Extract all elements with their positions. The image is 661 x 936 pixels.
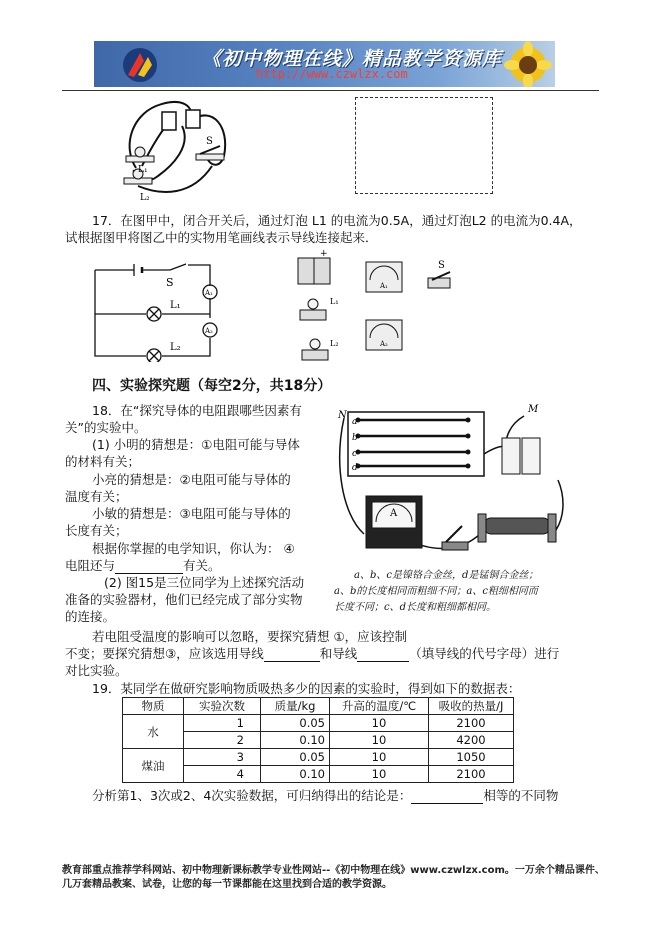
fig-label-l1: L₁ [138,165,148,175]
table-cell: 3 [184,749,261,766]
q18-line: 关”的实验中。 [65,420,147,435]
wire-label-d: d [352,463,358,473]
table-header: 物质 [123,698,184,715]
circuit-label-a1: A₁ [205,289,213,297]
table-cell: 10 [330,732,429,749]
answer-blank[interactable] [264,647,320,662]
table-cell: 0.05 [261,715,330,732]
q18-line: 温度有关； [65,489,128,504]
table-header: 吸收的热量/J [429,698,514,715]
table-cell: 0.05 [261,749,330,766]
answer-blank[interactable] [357,647,409,662]
q18-line: 的连接。 [65,609,116,624]
circuit-label-l1: L₁ [170,300,181,311]
header-rule [62,90,599,91]
q18-line: (2) 图15是三位同学为上述探究活动 [104,575,305,590]
components-figure [290,250,470,368]
answer-blank[interactable] [411,789,483,804]
table-cell: 4200 [429,732,514,749]
q18-line: 小亮的猜想是：②电阻可能与导体的 [92,472,291,487]
table-cell: 0.10 [261,766,330,783]
label-m: M [528,404,539,415]
wire-label-c: c [352,449,358,459]
parts-label-l1: L₁ [330,297,339,306]
footer-line2: 几万套精品教案、试卷，让您的每一节课都能在这里找到合适的教学资源。 [62,879,392,890]
parts-label-a1: A₁ [380,282,388,290]
header-banner [94,41,555,87]
fig-label-l2: L₂ [140,193,150,203]
wire-label-b: b [352,433,358,443]
svg-text:+: + [320,250,328,259]
answer-box[interactable] [355,97,493,194]
table-header: 实验次数 [184,698,261,715]
footer-line1: 教育部重点推荐学科网站、初中物理新课标教学专业性网站--《初中物理在线》www.czwlzx.com。一万余个精品课件、 [62,865,605,876]
figure-physical-circuit [112,96,238,204]
table-cell: 10 [330,715,429,732]
q17-line2: 试根据图甲将图乙中的实物用笔画线表示导线连接起来． [65,230,378,245]
q19-table [122,697,514,783]
table-cell: 4 [184,766,261,783]
parts-label-s: S [438,260,445,271]
q18-line: 对比实验。 [65,663,128,678]
table-cell: 2100 [429,766,514,783]
fig-label-s: S [206,136,213,147]
q18-line: 长度有关； [65,523,128,538]
circuit-label-s: S [166,276,174,289]
table-row [123,749,514,766]
caption-line: 长度不同；c、d长度和粗细都相同。 [334,602,497,613]
banner-url[interactable]: http://www.czwlzx.com [256,67,408,81]
banner-title: 《初中物理在线》精品教学资源库 [202,48,503,70]
experiment-figure [334,404,570,564]
table-cell: 水 [123,715,184,749]
circuit-diagram [90,262,224,362]
q19-analysis: 分析第1、3次或2、4次实验数据，可归纳得出的结论是： 相等的不同物 [92,788,559,803]
caption-line: a、b、c是镍铬合金丝，d是锰铜合金丝； [354,570,539,581]
q17-line1: 17．在图甲中，闭合开关后，通过灯泡 L1 的电流为0.5A，通过灯泡L2 的电流为0.4A， [92,213,582,228]
circuit-label-a2: A₂ [205,327,213,335]
meter-label: A [390,508,398,519]
table-cell: 1050 [429,749,514,766]
table-cell: 2 [184,732,261,749]
table-cell: 1 [184,715,261,732]
table-cell: 煤油 [123,749,184,783]
table-header: 质量/kg [261,698,330,715]
q18-line-blank: 电阻还与 有关。 [65,558,221,573]
logo-icon [120,45,160,85]
table-header: 升高的温度/℃ [330,698,429,715]
q18-line-blanks: 不变；要探究猜想③，应该选用导线 和导线 （填导线的代号字母）进行 [65,646,560,661]
figure-caption [334,568,538,616]
parts-label-a2: A₂ [380,340,388,348]
q18-line: 若电阻受温度的影响可以忽略，要探究猜想 ①，应该控制 [92,629,408,644]
label-n: N [338,410,347,421]
q18-line: 的材料有关； [65,454,141,469]
table-cell: 2100 [429,715,514,732]
q19-intro: 19．某同学在做研究影响物质吸热多少的因素的实验时，得到如下的数据表： [92,681,521,696]
circuit-label-l2: L₂ [170,342,181,353]
q18-line: 根据你掌握的电学知识，你认为： ④ [92,541,295,556]
caption-line: a、b的长度相同而粗细不同；a、c粗细相同而 [334,586,538,597]
wire-label-a: a [352,417,358,427]
answer-blank[interactable] [115,559,183,574]
q18-line: 18．在“探究导体的电阻跟哪些因素有 [92,403,302,418]
q18-line: 小敏的猜想是：③电阻可能与导体的 [92,506,291,521]
table-row [123,715,514,732]
q18-line: (1) 小明的猜想是：①电阻可能与导体 [92,437,300,452]
table-cell: 0.10 [261,732,330,749]
q18-line: 准备的实验器材，他们已经完成了部分实物 [65,592,303,607]
table-cell: 10 [330,749,429,766]
section-title: 四、实验探究题（每空2分，共18分） [92,378,332,394]
table-header-row [123,698,514,715]
table-cell: 10 [330,766,429,783]
sunflower-image [494,41,555,87]
parts-label-l2: L₂ [330,339,339,348]
